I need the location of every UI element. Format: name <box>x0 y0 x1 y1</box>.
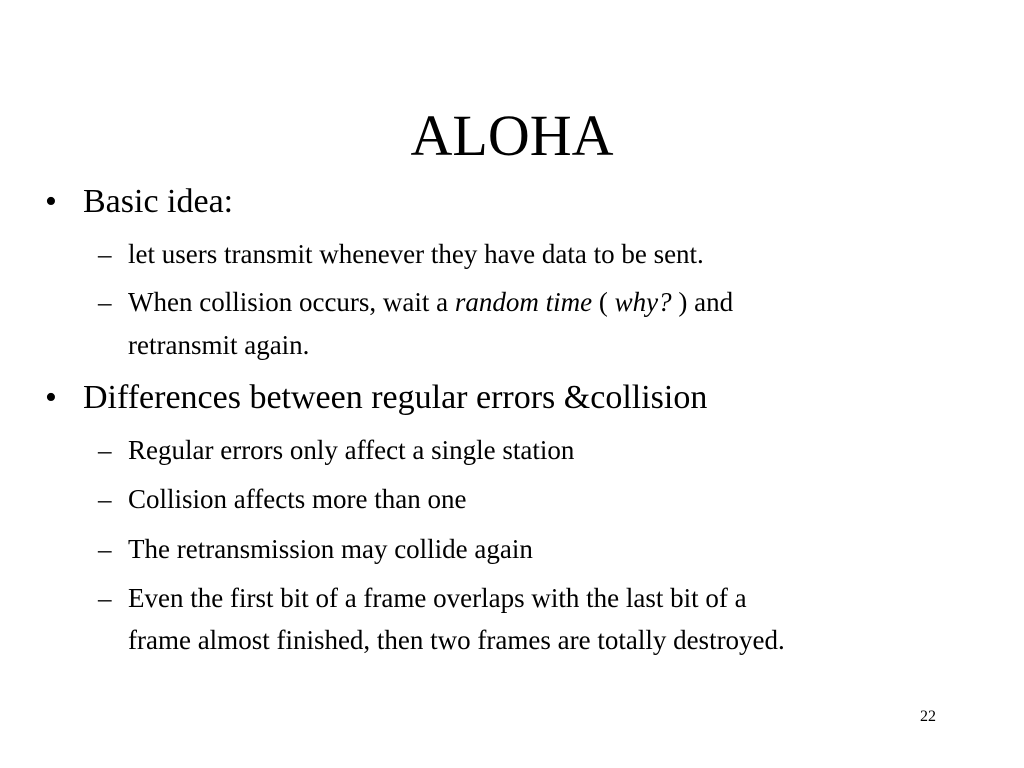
dash-marker: – <box>98 435 112 465</box>
bullet-marker: • <box>45 183 57 220</box>
bullet-text: Differences between regular errors &collision <box>83 379 708 416</box>
text-run: ( <box>592 287 615 317</box>
text-run: When collision occurs, wait a <box>128 287 455 317</box>
sub-bullet-text: frame almost finished, then two frames are totally destroyed. <box>128 625 785 655</box>
sub-bullet-text: The retransmission may collide again <box>128 534 533 564</box>
sub-bullet-text: retransmit again. <box>128 330 310 360</box>
dash-marker: – <box>98 484 112 514</box>
sub-bullet-text: Even the first bit of a frame overlaps with the last bit of a <box>128 583 747 613</box>
text-run: ) and <box>671 287 734 317</box>
sub-bullet-text: Collision affects more than one <box>128 484 467 514</box>
dash-marker: – <box>98 239 112 269</box>
dash-marker: – <box>98 287 112 317</box>
sub-bullet-text: Regular errors only affect a single station <box>128 435 575 465</box>
dash-marker: – <box>98 583 112 613</box>
bullet-text: Basic idea: <box>83 183 234 220</box>
italic-text-why: why? <box>614 287 672 317</box>
dash-marker: – <box>98 534 112 564</box>
sub-bullet-text: let users transmit whenever they have data to be sent. <box>128 239 704 269</box>
bullet-marker: • <box>45 379 57 416</box>
page-number: 22 <box>920 708 936 725</box>
italic-text-random-time: random time <box>454 287 593 317</box>
sub-bullet-text <box>128 281 733 324</box>
slide-title: ALOHA <box>410 103 614 168</box>
